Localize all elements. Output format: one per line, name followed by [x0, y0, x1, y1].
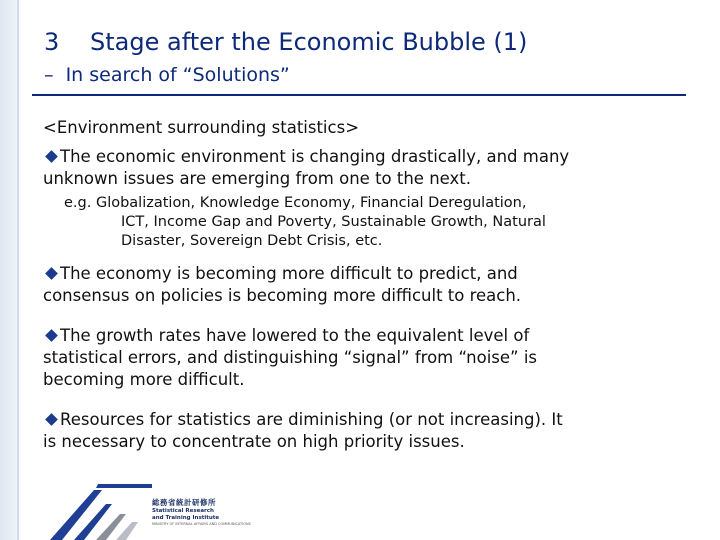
- example-line: Disaster, Sovereign Debt Crisis, etc.: [121, 233, 383, 249]
- bullet-item-3: [43, 325, 683, 391]
- diamond-bullet-icon: [45, 267, 58, 280]
- title-divider: [32, 94, 686, 96]
- bullet-text: The economic environment is changing drastically, and many: [60, 147, 570, 166]
- example-line: e.g. Globalization, Knowledge Economy, Financial Deregulation,: [64, 195, 527, 211]
- bullet-text: becoming more difficult.: [43, 370, 245, 389]
- bullet-text: The growth rates have lowered to the equivalent level of: [60, 326, 530, 345]
- left-decorative-band: [0, 0, 22, 540]
- diamond-bullet-icon: [45, 150, 58, 163]
- bullet-item-2: [43, 263, 683, 307]
- bullet-text: unknown issues are emerging from one to the next.: [43, 169, 472, 188]
- bullet-text: is necessary to concentrate on high priority issues.: [43, 432, 465, 451]
- bullet-text: statistical errors, and distinguishing “signal” from “noise” is: [43, 348, 538, 367]
- bullet-text: consensus on policies is becoming more difficult to reach.: [43, 286, 522, 305]
- example-line: ICT, Income Gap and Poverty, Sustainable Growth, Natural: [121, 214, 546, 230]
- institute-logo-icon: [40, 484, 158, 540]
- bullet-item-1: [43, 146, 683, 190]
- slide-body: [43, 118, 683, 453]
- examples-list: [64, 194, 683, 251]
- logo-text-block: [152, 497, 251, 526]
- bullet-item-4: [43, 409, 683, 453]
- page-subtitle: – In search of “Solutions”: [44, 64, 290, 86]
- logo-name-english-2: and Training Institute: [152, 515, 220, 521]
- section-number: 3: [44, 28, 60, 56]
- section-heading: <Environment surrounding statistics>: [43, 118, 360, 137]
- page-title: Stage after the Economic Bubble (1): [90, 28, 528, 56]
- logo-name-japanese: 総務省統計研修所: [152, 498, 216, 507]
- logo-name-english-1: Statistical Research: [152, 508, 214, 514]
- diamond-bullet-icon: [45, 329, 58, 342]
- logo-ministry-name: MINISTRY OF INTERNAL AFFAIRS AND COMMUNICATIONS: [152, 522, 251, 526]
- bullet-text: The economy is becoming more difficult to predict, and: [60, 264, 518, 283]
- diamond-bullet-icon: [45, 413, 58, 426]
- bullet-text: Resources for statistics are diminishing (or not increasing). It: [60, 410, 563, 429]
